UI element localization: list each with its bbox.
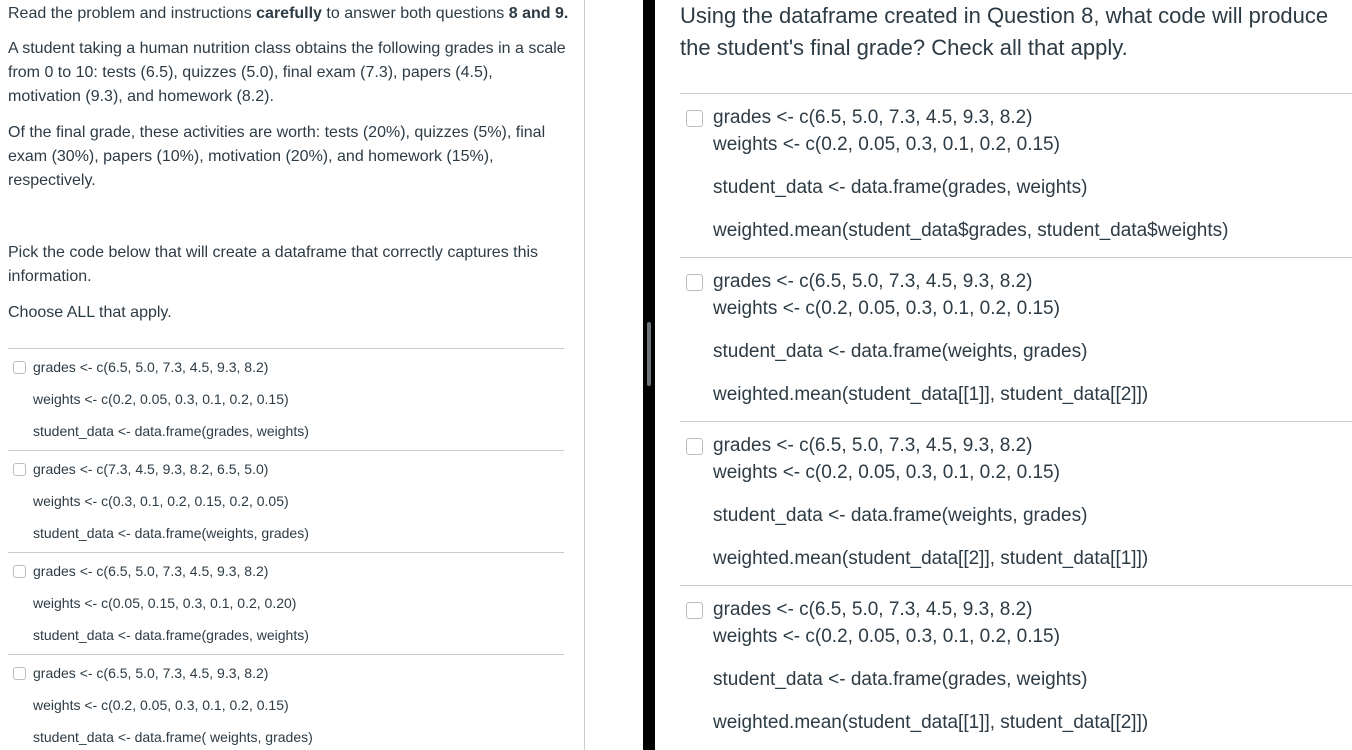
code-line: weights <- c(0.2, 0.05, 0.3, 0.1, 0.2, 0.15) (713, 134, 1060, 155)
question-8-pane[interactable] (0, 0, 585, 750)
code-line: grades <- c(6.5, 5.0, 7.3, 4.5, 9.3, 8.2) (33, 665, 269, 681)
q9-option-1[interactable] (680, 93, 1352, 257)
q9-option-4[interactable] (680, 585, 1352, 750)
code-line: student_data <- data.frame(grades, weights) (33, 423, 309, 439)
code-line: grades <- c(6.5, 5.0, 7.3, 4.5, 9.3, 8.2) (713, 435, 1033, 456)
code-line: weights <- c(0.2, 0.05, 0.3, 0.1, 0.2, 0.15) (713, 298, 1060, 319)
code-line: grades <- c(6.5, 5.0, 7.3, 4.5, 9.3, 8.2) (713, 271, 1033, 292)
code-line: student_data <- data.frame(weights, grades) (33, 525, 309, 541)
code-line: student_data <- data.frame(weights, grades) (713, 341, 1088, 362)
split-drag-handle[interactable] (647, 322, 651, 386)
code-line: weights <- c(0.2, 0.05, 0.3, 0.1, 0.2, 0.15) (33, 697, 289, 713)
question-9-pane[interactable] (655, 0, 1352, 750)
code-line: grades <- c(7.3, 4.5, 9.3, 8.2, 6.5, 5.0) (33, 461, 269, 477)
code-line: weights <- c(0.2, 0.05, 0.3, 0.1, 0.2, 0.15) (713, 462, 1060, 483)
code-line: weighted.mean(student_data[[1]], student_data[[2]]) (713, 384, 1149, 405)
code-line: weighted.mean(student_data[[2]], student_data[[1]]) (713, 548, 1149, 569)
code-line: weights <- c(0.2, 0.05, 0.3, 0.1, 0.2, 0.15) (713, 626, 1060, 647)
q9-option-1-checkbox[interactable] (686, 110, 703, 127)
code-line: student_data <- data.frame(grades, weights) (713, 177, 1088, 198)
code-line: grades <- c(6.5, 5.0, 7.3, 4.5, 9.3, 8.2) (713, 599, 1033, 620)
code-line: weighted.mean(student_data[[1]], student_data[[2]]) (713, 712, 1149, 733)
code-line: weighted.mean(student_data$grades, student_data$weights) (713, 220, 1229, 241)
code-line: grades <- c(6.5, 5.0, 7.3, 4.5, 9.3, 8.2) (33, 563, 269, 579)
code-line: weights <- c(0.3, 0.1, 0.2, 0.15, 0.2, 0.05) (33, 493, 289, 509)
q8-option-2-checkbox[interactable] (13, 463, 26, 476)
question-9-text: Using the dataframe created in Question 8, what code will produce the student's final grade? Check all that apply. (680, 3, 1329, 60)
weights-text: Of the final grade, these activities are worth: tests (20%), quizzes (5%), final exam (30%), papers (10%), motivation (20%), and homework (15%), respectively. (8, 124, 546, 189)
q8-option-1[interactable] (8, 348, 564, 450)
q8-option-2[interactable] (8, 450, 564, 552)
q9-option-4-checkbox[interactable] (686, 602, 703, 619)
code-line: student_data <- data.frame( weights, grades) (33, 729, 313, 745)
instructions-text: Read the problem and instructions carefully to answer both questions 8 and 9. (8, 5, 569, 22)
code-line: weights <- c(0.2, 0.05, 0.3, 0.1, 0.2, 0.15) (33, 391, 289, 407)
q9-option-3[interactable] (680, 421, 1352, 585)
q8-option-4[interactable] (8, 654, 564, 750)
code-line: grades <- c(6.5, 5.0, 7.3, 4.5, 9.3, 8.2) (33, 359, 269, 375)
code-line: student_data <- data.frame(grades, weights) (713, 669, 1088, 690)
code-line: weights <- c(0.05, 0.15, 0.3, 0.1, 0.2, 0.20) (33, 595, 297, 611)
question-prompt: Pick the code below that will create a dataframe that correctly captures this information. (8, 244, 539, 285)
q8-option-3[interactable] (8, 552, 564, 654)
q8-option-1-checkbox[interactable] (13, 361, 26, 374)
q8-option-4-checkbox[interactable] (13, 667, 26, 680)
q8-option-3-checkbox[interactable] (13, 565, 26, 578)
problem-text: A student taking a human nutrition class obtains the following grades in a scale from 0 to 10: tests (6.5), quizzes (5.0), final exam (7.3), papers (4.5), motivation (9.3), and homework (8.2). (8, 40, 566, 105)
q9-option-2-checkbox[interactable] (686, 274, 703, 291)
code-line: student_data <- data.frame(weights, grades) (713, 505, 1088, 526)
q9-option-2[interactable] (680, 257, 1352, 421)
choose-all-text: Choose ALL that apply. (8, 304, 172, 321)
code-line: grades <- c(6.5, 5.0, 7.3, 4.5, 9.3, 8.2) (713, 107, 1033, 128)
code-line: student_data <- data.frame(grades, weights) (33, 627, 309, 643)
q9-option-3-checkbox[interactable] (686, 438, 703, 455)
